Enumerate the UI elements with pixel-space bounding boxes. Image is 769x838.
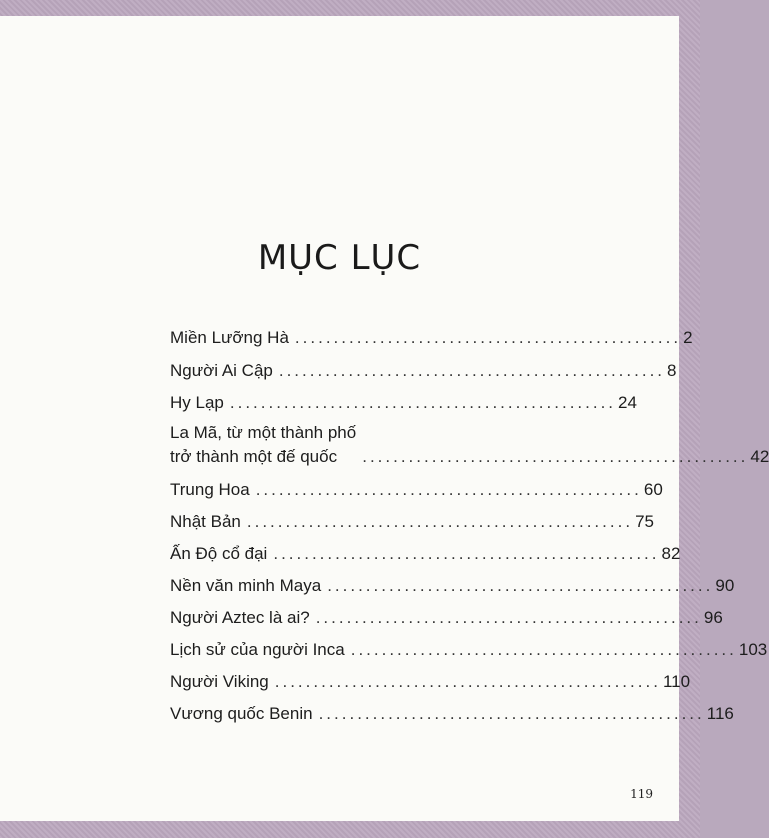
dot-leader: .................................................. [278, 361, 666, 380]
toc-entry[interactable] [170, 638, 768, 660]
dot-leader: .................................................. [315, 608, 702, 627]
toc-entry[interactable] [170, 326, 693, 348]
dot-leader: .................................................. [229, 393, 617, 412]
toc-entry-title: Người Aztec là ai? [170, 608, 310, 627]
toc-entry-page: 90 [715, 576, 735, 595]
toc-entry-title: Nền văn minh Maya [170, 576, 322, 595]
toc-entry-page: 116 [706, 704, 734, 723]
toc-entry-title: Vương quốc Benin [170, 704, 313, 723]
page-title: MỤC LỤC [257, 238, 422, 278]
page-number: 119 [630, 787, 653, 801]
dot-leader: .................................................. [362, 447, 749, 466]
table-of-contents [170, 326, 769, 724]
toc-entry-page: 75 [635, 512, 654, 531]
toc-entry-page: 60 [643, 480, 663, 499]
toc-entry[interactable] [170, 359, 677, 381]
toc-entry-page: 96 [703, 608, 723, 627]
toc-entry-page: 2 [683, 328, 693, 347]
toc-entry-title: Miền Lưỡng Hà [170, 328, 289, 347]
toc-entry-title: Người Ai Cập [170, 361, 273, 380]
dot-leader: .................................................. [274, 672, 661, 691]
toc-entry[interactable] [170, 391, 637, 413]
dot-leader: .................................................. [294, 328, 682, 347]
toc-entry-title: Nhật Bản [170, 512, 241, 531]
toc-entry-page: 8 [667, 361, 677, 380]
dot-leader: .................................................. [273, 544, 660, 563]
toc-entry-title-line-1: La Mã, từ một thành phố [170, 423, 357, 442]
toc-entry-title: Ấn Độ cổ đại [170, 544, 268, 563]
toc-entry-title: Lịch sử của người Inca [170, 640, 345, 659]
toc-entry-title: Trung Hoa [170, 480, 250, 499]
toc-entry[interactable] [170, 670, 691, 692]
dot-leader: .................................................. [327, 576, 714, 595]
toc-entry-title: Người Viking [170, 672, 269, 691]
toc-entry-page: 82 [661, 544, 681, 563]
toc-entry[interactable] [170, 542, 681, 564]
toc-entry[interactable] [170, 702, 734, 724]
book-page [0, 16, 769, 821]
toc-entry[interactable] [170, 606, 723, 628]
toc-entry[interactable] [170, 423, 769, 467]
dot-leader: .................................................. [350, 640, 737, 659]
dot-leader: .................................................. [255, 480, 642, 499]
toc-entry-page: 42 [750, 447, 769, 466]
toc-entry-page: 24 [618, 393, 637, 412]
toc-entry-title-block [170, 423, 356, 467]
toc-entry-page: 110 [662, 672, 691, 691]
toc-entry[interactable] [170, 478, 663, 500]
toc-entry[interactable] [170, 574, 735, 596]
dot-leader: .................................................. [246, 512, 634, 531]
toc-entry-page: 103 [738, 640, 768, 659]
dot-leader: .................................................. [318, 704, 705, 723]
toc-entry[interactable] [170, 510, 654, 532]
toc-entry-title: Hy Lạp [170, 393, 224, 412]
toc-entry-title: trở thành một đế quốc [170, 447, 338, 466]
